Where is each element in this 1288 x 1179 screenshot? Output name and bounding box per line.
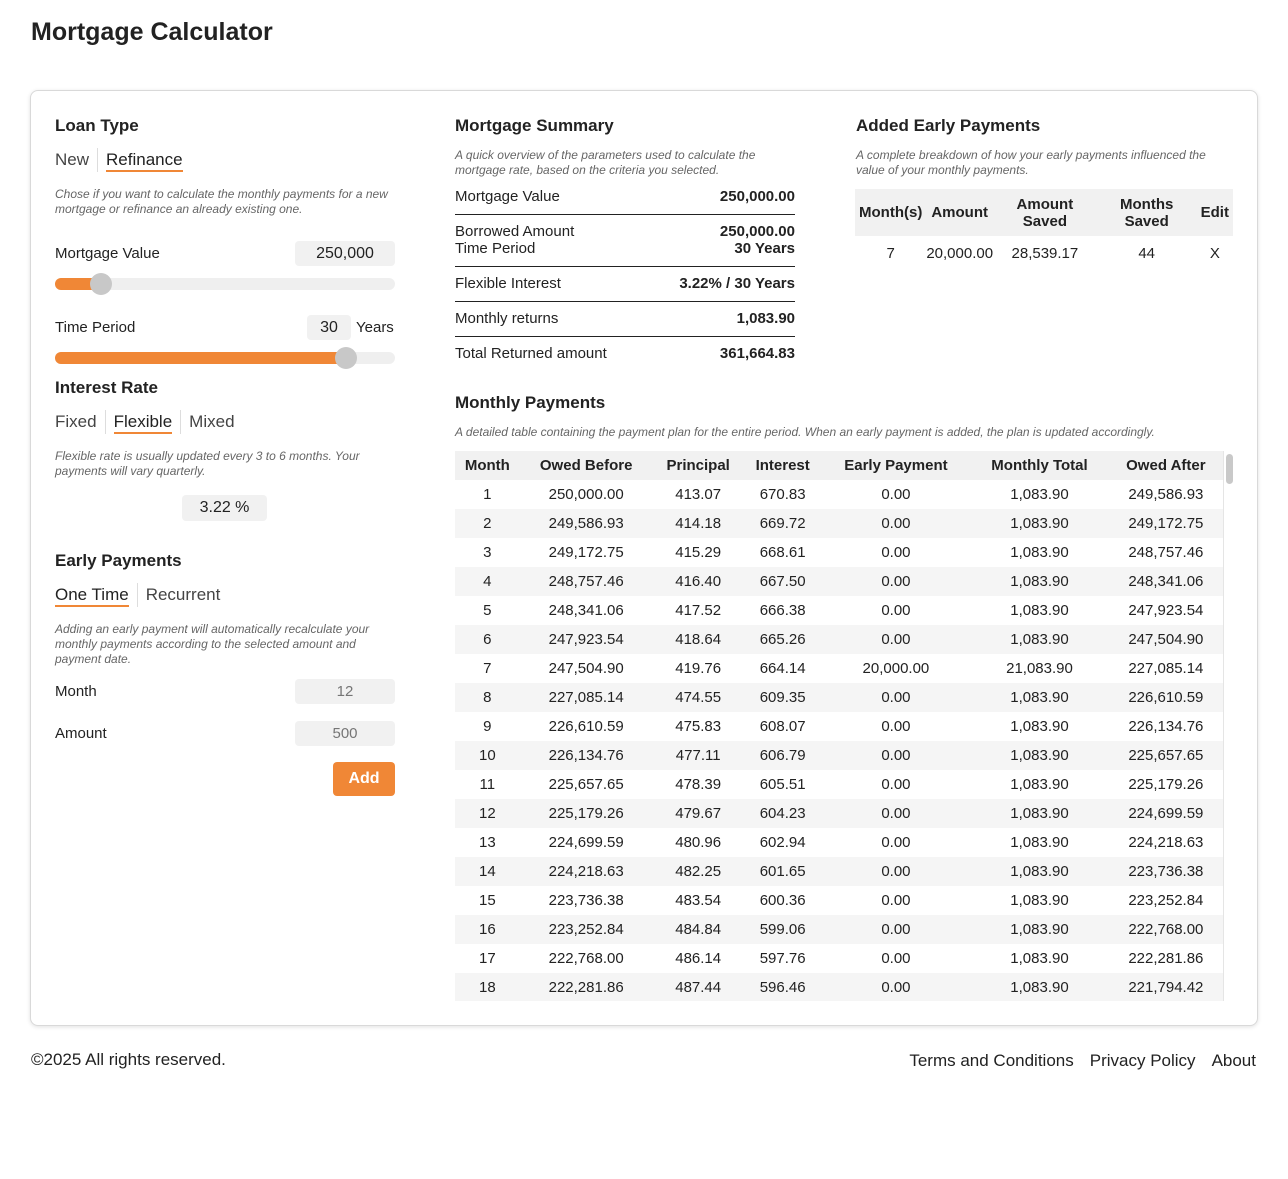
loan-type-hint: Chose if you want to calculate the monthly payments for a new mortgage or refinance an already existing one. <box>55 187 388 216</box>
interest-fixed[interactable]: Fixed <box>55 412 97 431</box>
owed-after-cell: 225,657.65 <box>1109 741 1223 770</box>
owed-before-cell: 222,281.86 <box>520 973 653 1001</box>
interest-cell: 604.23 <box>744 799 822 828</box>
privacy-link[interactable]: Privacy Policy <box>1089 1051 1196 1070</box>
early-payment-cell: 0.00 <box>822 741 971 770</box>
month-cell: 16 <box>455 915 520 944</box>
owed-after-cell: 222,768.00 <box>1109 915 1223 944</box>
month-cell: 10 <box>455 741 520 770</box>
early-months-saved-cell: 44 <box>1138 244 1156 262</box>
early-payment-cell: 0.00 <box>881 486 911 503</box>
monthly-total-cell: 1,083.90 <box>1010 718 1069 735</box>
early-amount-input[interactable] <box>295 721 395 746</box>
col-months: Month(s) <box>855 189 926 236</box>
principal-cell: 415.29 <box>675 544 722 561</box>
monthly-total-cell: 1,083.90 <box>970 915 1109 944</box>
summary-row-monthly <box>455 310 795 337</box>
col-edit: Edit <box>1197 189 1233 236</box>
interest-cell: 600.36 <box>759 892 806 909</box>
summary-row-borrowed <box>455 223 795 267</box>
mortgage-value-label: Mortgage Value <box>55 245 160 262</box>
early-saved-cell: 28,539.17 <box>1011 244 1079 262</box>
col-amount: Amount <box>926 189 993 236</box>
month-cell: 3 <box>483 544 492 561</box>
mortgage-value-input[interactable] <box>295 241 395 266</box>
loan-type-refinance[interactable]: Refinance <box>97 148 191 172</box>
monthly-total-cell: 1,083.90 <box>970 799 1109 828</box>
interest-cell: 601.65 <box>744 857 822 886</box>
monthly-total-cell: 1,083.90 <box>970 683 1109 712</box>
interest-cell: 666.38 <box>759 602 806 619</box>
interest-mixed[interactable]: Mixed <box>180 410 242 434</box>
monthly-total-cell: 1,083.90 <box>1010 950 1069 967</box>
principal-cell: 486.14 <box>675 950 722 967</box>
table-row <box>455 712 1223 741</box>
monthly-total-cell: 1,083.90 <box>1010 834 1069 851</box>
principal-cell: 417.52 <box>675 602 722 619</box>
principal-cell: 475.83 <box>675 718 722 735</box>
time-period-unit: Years <box>356 319 394 336</box>
mortgage-value-slider[interactable] <box>55 278 395 290</box>
interest-cell: 668.61 <box>759 544 806 561</box>
owed-before-cell: 225,657.65 <box>548 776 624 793</box>
table-row <box>455 596 1223 625</box>
remove-early-payment-button[interactable]: X <box>1209 244 1220 262</box>
footer-links <box>909 1051 1256 1071</box>
early-payment-cell: 0.00 <box>822 625 971 654</box>
loan-type-new[interactable]: New <box>55 150 90 169</box>
interest-flexible[interactable]: Flexible <box>105 410 181 434</box>
monthly-total-cell: 1,083.90 <box>970 567 1109 596</box>
early-payment-cell: 0.00 <box>822 857 971 886</box>
summary-key: Borrowed Amount <box>455 223 575 240</box>
owed-before-cell: 223,252.84 <box>520 915 653 944</box>
owed-before-cell: 250,000.00 <box>548 486 624 503</box>
owed-before-cell: 226,610.59 <box>548 718 624 735</box>
summary-value: 30 Years <box>734 240 795 257</box>
monthly-payments-title: Monthly Payments <box>455 393 606 412</box>
owed-before-cell: 247,504.90 <box>548 660 624 677</box>
month-cell: 17 <box>478 950 496 967</box>
table-row <box>455 857 1223 886</box>
monthly-payments-scroll[interactable] <box>455 451 1233 1001</box>
summary-value: 1,083.90 <box>736 310 795 327</box>
monthly-total-cell: 1,083.90 <box>970 509 1109 538</box>
month-cell: 14 <box>455 857 520 886</box>
terms-link[interactable]: Terms and Conditions <box>909 1051 1074 1070</box>
early-payment-cell: 0.00 <box>822 915 971 944</box>
owed-after-cell: 226,610.59 <box>1109 683 1223 712</box>
principal-cell: 480.96 <box>675 834 722 851</box>
table-row <box>455 799 1223 828</box>
owed-after-cell: 249,172.75 <box>1109 509 1223 538</box>
owed-after-cell: 223,736.38 <box>1109 857 1223 886</box>
table-row <box>455 509 1223 538</box>
table-row <box>455 625 1223 654</box>
monthly-total-cell: 1,083.90 <box>1010 776 1069 793</box>
owed-after-cell: 225,179.26 <box>1128 776 1204 793</box>
month-cell: 4 <box>455 567 520 596</box>
summary-key: Total Returned amount <box>455 345 607 362</box>
early-amount-label: Amount <box>55 725 107 742</box>
early-month-input[interactable] <box>295 679 395 704</box>
added-early-hint: A complete breakdown of how your early payments influenced the value of your monthly payments. <box>856 148 1206 177</box>
summary-hint: A quick overview of the parameters used to calculate the mortgage rate, based on the criteria you selected. <box>455 148 756 177</box>
payments-scrollbar[interactable] <box>1223 451 1233 1001</box>
owed-before-cell: 249,586.93 <box>520 509 653 538</box>
summary-row-mortgage-value <box>455 188 795 215</box>
interest-cell: 665.26 <box>744 625 822 654</box>
payments-scrollbar-thumb[interactable] <box>1226 454 1233 484</box>
monthly-payments-hint: A detailed table containing the payment plan for the entire period. When an early payment is added, the plan is updated accordingly. <box>455 425 1155 439</box>
col-early-payment: Early Payment <box>822 451 971 480</box>
interest-cell: 608.07 <box>759 718 806 735</box>
time-period-label: Time Period <box>55 319 136 336</box>
owed-after-cell: 223,252.84 <box>1128 892 1204 909</box>
col-principal: Principal <box>653 451 744 480</box>
owed-after-cell: 224,218.63 <box>1128 834 1204 851</box>
month-cell: 8 <box>455 683 520 712</box>
early-payment-cell: 0.00 <box>822 799 971 828</box>
summary-value: 3.22% / 30 Years <box>679 275 795 292</box>
interest-cell: 667.50 <box>744 567 822 596</box>
table-row <box>455 828 1223 857</box>
summary-row-interest <box>455 275 795 302</box>
owed-before-cell: 224,218.63 <box>520 857 653 886</box>
early-month-cell: 7 <box>886 244 895 262</box>
monthly-total-cell: 1,083.90 <box>1010 544 1069 561</box>
early-payment-cell: 0.00 <box>822 973 971 1001</box>
early-payment-cell: 0.00 <box>822 683 971 712</box>
summary-key: Mortgage Value <box>455 188 560 205</box>
col-months-saved: Months Saved <box>1097 189 1197 236</box>
owed-after-cell: 222,281.86 <box>1128 950 1204 967</box>
month-cell: 11 <box>479 776 496 793</box>
summary-value: 250,000.00 <box>719 223 795 240</box>
monthly-total-cell: 1,083.90 <box>970 857 1109 886</box>
interest-cell: 602.94 <box>759 834 806 851</box>
principal-cell: 482.25 <box>653 857 744 886</box>
month-cell: 15 <box>478 892 496 909</box>
owed-before-cell: 249,172.75 <box>548 544 624 561</box>
principal-cell: 477.11 <box>653 741 744 770</box>
monthly-total-cell: 1,083.90 <box>970 625 1109 654</box>
month-cell: 12 <box>455 799 520 828</box>
table-row <box>455 770 1223 799</box>
early-payment-cell: 0.00 <box>822 567 971 596</box>
owed-after-cell: 248,341.06 <box>1109 567 1223 596</box>
table-row <box>455 683 1223 712</box>
table-row <box>455 654 1223 683</box>
table-row <box>455 480 1223 509</box>
early-payment-cell: 0.00 <box>881 834 911 851</box>
interest-cell: 669.72 <box>744 509 822 538</box>
added-early-header-row <box>855 189 1233 236</box>
month-cell: 5 <box>483 602 492 619</box>
summary-row-total <box>455 345 795 369</box>
table-row <box>455 915 1223 944</box>
interest-cell: 609.35 <box>744 683 822 712</box>
table-row <box>455 973 1223 1001</box>
month-cell: 9 <box>483 718 492 735</box>
summary-key: Monthly returns <box>455 310 559 327</box>
month-cell: 1 <box>483 486 492 503</box>
monthly-total-cell: 1,083.90 <box>1010 892 1069 909</box>
principal-cell: 479.67 <box>653 799 744 828</box>
time-period-slider[interactable] <box>55 352 395 364</box>
page-title: Mortgage Calculator <box>31 18 273 46</box>
col-month: Month <box>455 451 520 480</box>
owed-after-cell: 249,586.93 <box>1128 486 1204 503</box>
owed-before-cell: 223,736.38 <box>548 892 624 909</box>
interest-cell: 664.14 <box>759 660 806 677</box>
loan-type-title: Loan Type <box>55 116 139 135</box>
table-row <box>855 236 1233 270</box>
monthly-total-cell: 1,083.90 <box>970 973 1109 1001</box>
table-row <box>455 886 1223 915</box>
col-amount-saved: Amount Saved <box>993 189 1097 236</box>
table-row <box>455 741 1223 770</box>
early-payment-cell: 0.00 <box>881 950 911 967</box>
add-early-payment-button[interactable]: Add <box>333 762 395 796</box>
summary-key: Time Period <box>455 240 536 257</box>
copyright: ©2025 All rights reserved. <box>31 1050 226 1069</box>
col-owed-after: Owed After <box>1109 451 1223 480</box>
early-one-time[interactable]: One Time <box>55 583 137 607</box>
principal-cell: 487.44 <box>653 973 744 1001</box>
interest-rate-title: Interest Rate <box>55 378 158 397</box>
early-payment-cell: 0.00 <box>822 509 971 538</box>
principal-cell: 484.84 <box>653 915 744 944</box>
monthly-total-cell: 21,083.90 <box>1006 660 1073 677</box>
principal-cell: 414.18 <box>653 509 744 538</box>
owed-before-cell: 247,923.54 <box>520 625 653 654</box>
principal-cell: 483.54 <box>675 892 722 909</box>
month-cell: 2 <box>455 509 520 538</box>
principal-cell: 478.39 <box>675 776 722 793</box>
early-payments-toggle <box>55 583 228 607</box>
monthly-total-cell: 1,083.90 <box>1010 602 1069 619</box>
owed-before-cell: 222,768.00 <box>548 950 624 967</box>
principal-cell: 418.64 <box>653 625 744 654</box>
owed-after-cell: 247,504.90 <box>1109 625 1223 654</box>
early-payment-cell: 0.00 <box>881 718 911 735</box>
monthly-payments-table <box>455 451 1223 1001</box>
table-row <box>455 538 1223 567</box>
interest-cell: 597.76 <box>759 950 806 967</box>
early-payment-cell: 0.00 <box>881 892 911 909</box>
month-cell: 18 <box>455 973 520 1001</box>
monthly-total-cell: 1,083.90 <box>1010 486 1069 503</box>
month-cell: 13 <box>478 834 496 851</box>
early-payment-cell: 0.00 <box>881 544 911 561</box>
time-period-input[interactable] <box>307 315 351 340</box>
early-amount-cell: 20,000.00 <box>926 244 994 262</box>
col-owed-before: Owed Before <box>520 451 653 480</box>
interest-rate-input[interactable] <box>182 495 267 521</box>
owed-after-cell: 221,794.42 <box>1109 973 1223 1001</box>
payments-header-row <box>455 451 1223 480</box>
summary-value: 361,664.83 <box>719 345 795 362</box>
owed-before-cell: 248,341.06 <box>548 602 624 619</box>
col-monthly-total: Monthly Total <box>970 451 1109 480</box>
monthly-total-cell: 1,083.90 <box>970 741 1109 770</box>
owed-after-cell: 248,757.46 <box>1128 544 1204 561</box>
owed-after-cell: 227,085.14 <box>1128 660 1204 677</box>
interest-rate-toggle <box>55 410 243 434</box>
early-recurrent[interactable]: Recurrent <box>137 583 229 607</box>
owed-after-cell: 224,699.59 <box>1109 799 1223 828</box>
summary-value: 250,000.00 <box>719 188 795 205</box>
month-cell: 6 <box>455 625 520 654</box>
early-payment-cell: 0.00 <box>881 602 911 619</box>
added-early-table <box>855 189 1233 270</box>
early-month-label: Month <box>55 683 97 700</box>
principal-cell: 413.07 <box>675 486 722 503</box>
owed-after-cell: 247,923.54 <box>1128 602 1204 619</box>
payments-body <box>455 480 1223 1001</box>
added-early-title: Added Early Payments <box>856 116 1041 135</box>
interest-cell: 670.83 <box>759 486 806 503</box>
principal-cell: 419.76 <box>675 660 722 677</box>
month-cell: 7 <box>483 660 492 677</box>
early-payment-cell: 0.00 <box>881 776 911 793</box>
table-row <box>455 944 1223 973</box>
interest-cell: 605.51 <box>759 776 806 793</box>
owed-before-cell: 225,179.26 <box>520 799 653 828</box>
owed-before-cell: 226,134.76 <box>520 741 653 770</box>
owed-before-cell: 227,085.14 <box>520 683 653 712</box>
table-row <box>455 567 1223 596</box>
early-payment-cell: 20,000.00 <box>862 660 930 677</box>
summary-title: Mortgage Summary <box>455 116 614 135</box>
owed-before-cell: 224,699.59 <box>548 834 624 851</box>
summary-key: Flexible Interest <box>455 275 561 292</box>
principal-cell: 474.55 <box>653 683 744 712</box>
owed-before-cell: 248,757.46 <box>520 567 653 596</box>
early-payments-title: Early Payments <box>55 551 182 570</box>
early-payments-hint: Adding an early payment will automatically recalculate your monthly payments according to the selected amount and payment date. <box>55 622 370 666</box>
principal-cell: 416.40 <box>653 567 744 596</box>
about-link[interactable]: About <box>1211 1051 1256 1070</box>
interest-cell: 596.46 <box>744 973 822 1001</box>
loan-type-toggle <box>55 148 191 172</box>
interest-rate-hint: Flexible rate is usually updated every 3 to 6 months. Your payments will vary quarterly. <box>55 449 360 478</box>
interest-cell: 606.79 <box>744 741 822 770</box>
col-interest: Interest <box>744 451 822 480</box>
owed-after-cell: 226,134.76 <box>1128 718 1204 735</box>
interest-cell: 599.06 <box>744 915 822 944</box>
time-period-slider-fill <box>55 352 346 364</box>
